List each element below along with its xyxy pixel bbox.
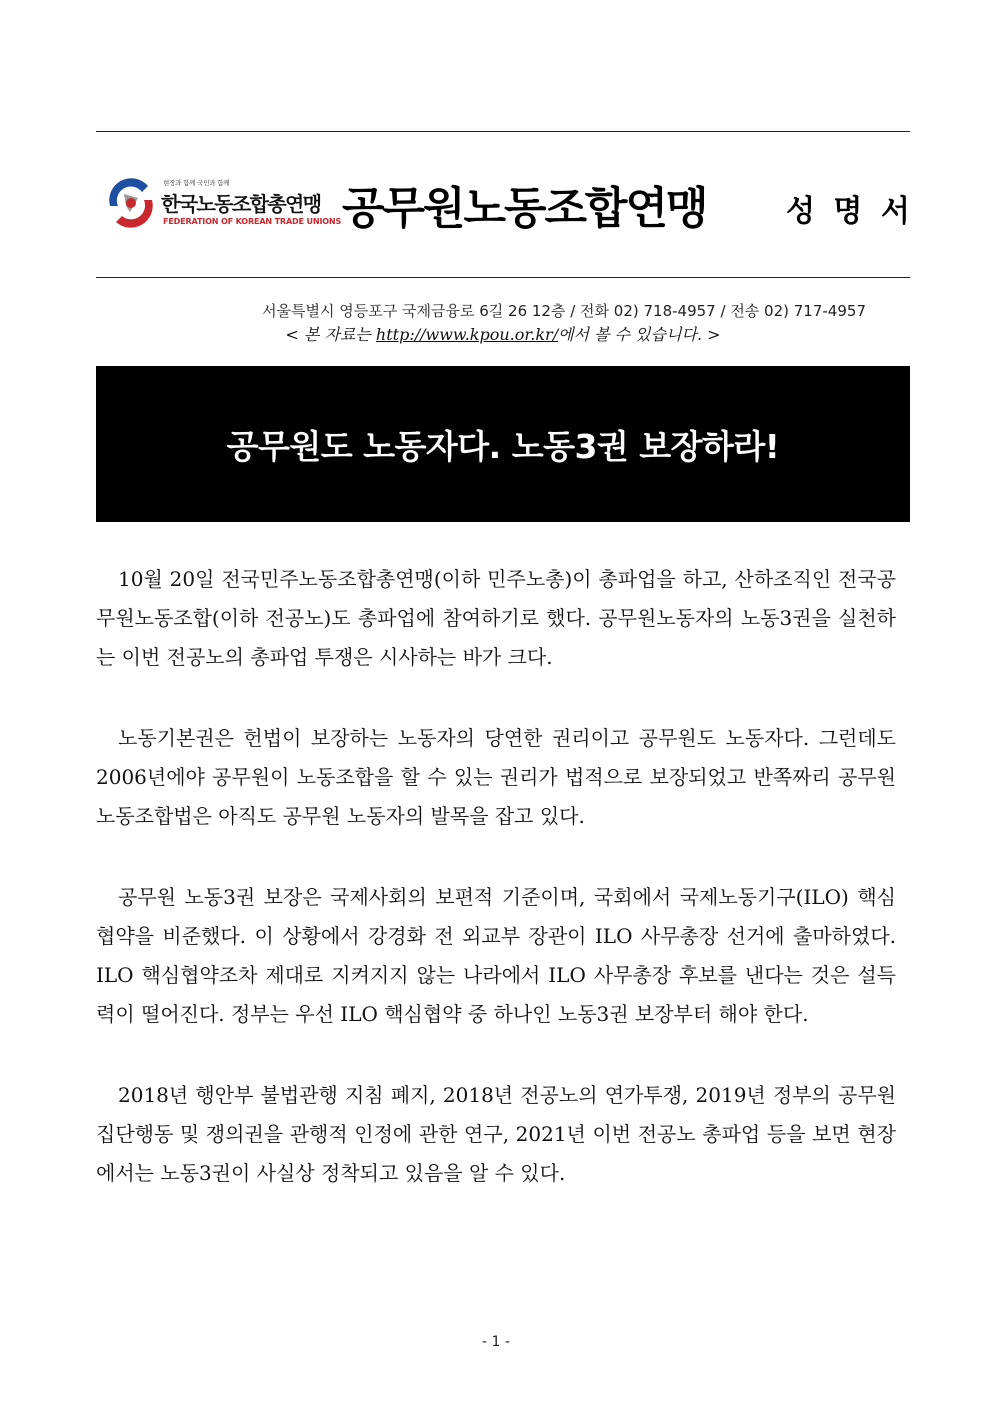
page-number: - 1 - <box>482 1334 510 1350</box>
paragraph-1: 10월 20일 전국민주노동조합총연맹(이하 민주노총)이 총파업을 하고, 산하조직인 전국공무원노동조합(이하 전공노)도 총파업에 참여하기로 했다. 공무원노동자의 노동3권을 실천하는 이번 전공노의 총파업 투쟁은 시사하는 바가 크다. <box>96 567 896 669</box>
website-note <box>96 322 910 345</box>
header-divider <box>96 277 910 278</box>
letterhead <box>96 160 914 250</box>
statement-body <box>96 560 896 1235</box>
logo-tagline: 현장과 함께 국민과 함께 <box>163 179 230 187</box>
paragraph-4: 2018년 행안부 불법관행 지침 폐지, 2018년 전공노의 연가투쟁, 2019년 정부의 공무원 집단행동 및 쟁의권을 관행적 인정에 관한 연구, 2021년 이번 전공노 총파업 등을 보면 현장에서는 노동3권이 사실상 정착되고 있음을 알 수 있다. <box>96 1083 896 1185</box>
fktu-logo <box>104 174 344 236</box>
headline-banner <box>96 366 910 522</box>
document-type: 성 명 서 <box>786 194 914 229</box>
contact-info: 서울특별시 영등포구 국제금융로 6길 26 12층 / 전화 02) 718-4957 / 전송 02) 717-4957 <box>262 302 866 320</box>
paragraph-3: 공무원 노동3권 보장은 국제사회의 보편적 기준이며, 국회에서 국제노동기구(ILO) 핵심협약을 비준했다. 이 상황에서 강경화 전 외교부 장관이 ILO 사무총장 선거에 출마하였다. ILO 핵심협약조차 제대로 지켜지지 않는 나라에서 ILO 사무총장 후보를 낸다는 것은 설득력이 떨어진다. 정부는 우선 ILO 핵심협약 중 하나인 노동3권 보장부터 해야 한다. <box>96 885 896 1026</box>
logo-name-english: FEDERATION OF KOREAN TRADE UNIONS <box>163 216 342 226</box>
website-link[interactable]: http://www.kpou.or.kr/ <box>375 325 559 344</box>
logo-name-korean: 한국노동조합총연맹 <box>161 192 321 216</box>
website-note-prefix: < 본 자료는 <box>285 325 376 344</box>
website-note-suffix: 에서 볼 수 있습니다. > <box>558 325 721 344</box>
fktu-emblem-icon <box>104 176 158 230</box>
organization-name: 공무원노동조합연맹 <box>342 183 707 234</box>
paragraph-2: 노동기본권은 헌법이 보장하는 노동자의 당연한 권리이고 공무원도 노동자다. 그런데도 2006년에야 공무원이 노동조합을 할 수 있는 권리가 법적으로 보장되었고 반쪽짜리 공무원노동조합법은 아직도 공무원 노동자의 발목을 잡고 있다. <box>96 726 896 828</box>
top-divider <box>96 131 910 132</box>
statement-title: 공무원도 노동자다. 노동3권 보장하라! <box>226 426 780 466</box>
